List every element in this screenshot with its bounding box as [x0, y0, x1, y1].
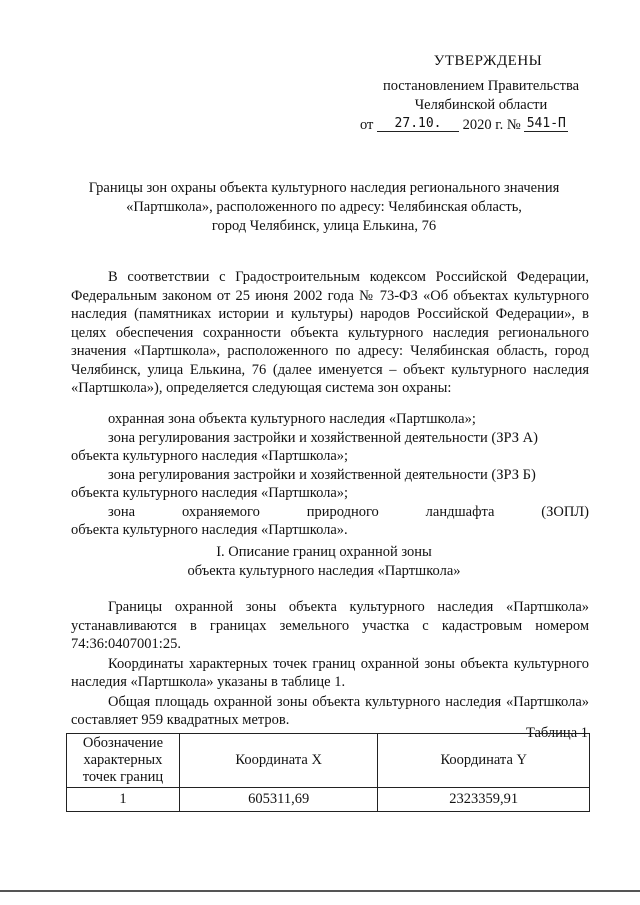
date-prefix: от [360, 117, 374, 133]
section-1-paragraph-2: Координаты характерных точек границ охранной зоны объекта культурного наследия «Партшкола» указаны в таблице 1. [71, 655, 589, 690]
table-header-cell: Координата Y [378, 734, 590, 788]
zone-item-3-line-2: объекта культурного наследия «Партшкола»; [71, 485, 349, 501]
table-cell-point: 1 [67, 788, 180, 812]
approval-heading: УТВЕРЖДЕНЫ [433, 53, 543, 69]
table-caption: Таблица 1 [525, 725, 588, 741]
section-1-title-line-1: I. Описание границ охранной зоны [216, 544, 432, 560]
zone4-word: (ЗОПЛ) [541, 503, 589, 520]
table-cell-x: 605311,69 [179, 788, 378, 812]
approval-line-2: Челябинской области [414, 97, 548, 113]
table-row [67, 788, 590, 812]
approval-number: 541-П [524, 116, 568, 132]
title-line-1: Границы зон охраны объекта культурного наследия регионального значения [88, 180, 560, 196]
document-title [60, 179, 588, 236]
approval-date: 27.10. [377, 116, 459, 132]
zone-item-3-line-1: зона регулирования застройки и хозяйственной деятельности (ЗРЗ Б) [108, 466, 536, 483]
coordinates-table [66, 733, 590, 812]
zone-item-4-line-2: объекта культурного наследия «Партшкола». [71, 522, 348, 538]
table-header-row [67, 734, 590, 788]
approval-line-1: постановлением Правительства [382, 78, 580, 94]
intro-paragraph: В соответствии с Градостроительным кодексом Российской Федерации, Федеральным законом от 25 июня 2002 года № 73-ФЗ «Об объектах культурного наследия (памятниках истории и культуры) народов Российской Федерации», в целях обеспечения сохранности объекта культурного наследия регионального значения «Партшкола», расположенного по адресу: Челябинская область, город Челябинск, улица Елькина, 76 (далее именуется – объект культурного наследия «Партшкола»), определяется следующая система зон охраны: [71, 269, 589, 396]
scan-edge-divider [0, 890, 640, 892]
section-1-title [60, 543, 588, 581]
zone-item-4-line-1 [71, 503, 589, 522]
approval-block [360, 52, 592, 135]
section-1-paragraph-3: Общая площадь охранной зоны объекта культурного наследия «Партшкола» составляет 959 квадратных метров. [71, 693, 589, 728]
zone4-word: охраняемого [181, 503, 260, 520]
section-1-title-line-2: объекта культурного наследия «Партшкола» [187, 563, 461, 579]
table-header-cell: Координата X [179, 734, 378, 788]
section-1-paragraph-1: Границы охранной зоны объекта культурного наследия «Партшкола» устанавливаются в границах земельного участка с кадастровым номером 74:36:0407001:25. [71, 599, 589, 652]
zone4-word: ландшафта [425, 503, 495, 520]
zone-item-2-line-2: объекта культурного наследия «Партшкола»; [71, 448, 349, 464]
zones-list [71, 410, 589, 540]
zone4-word: зона [108, 503, 136, 520]
year-text: 2020 г. № [462, 117, 521, 133]
zone-item-2-line-1: зона регулирования застройки и хозяйственной деятельности (ЗРЗ А) [108, 429, 538, 446]
table-cell-y: 2323359,91 [378, 788, 590, 812]
table-header-cell: Обозначение характерных точек границ [67, 734, 180, 788]
zone-item-1: охранная зона объекта культурного наследия «Партшкола»; [108, 411, 476, 427]
intro-section [71, 268, 589, 398]
title-line-3: город Челябинск, улица Елькина, 76 [211, 218, 437, 234]
approval-date-row [360, 116, 592, 135]
section-1-body [71, 598, 589, 731]
title-line-2: «Партшкола», расположенного по адресу: Челябинская область, [126, 199, 522, 215]
zone4-word: природного [306, 503, 379, 520]
